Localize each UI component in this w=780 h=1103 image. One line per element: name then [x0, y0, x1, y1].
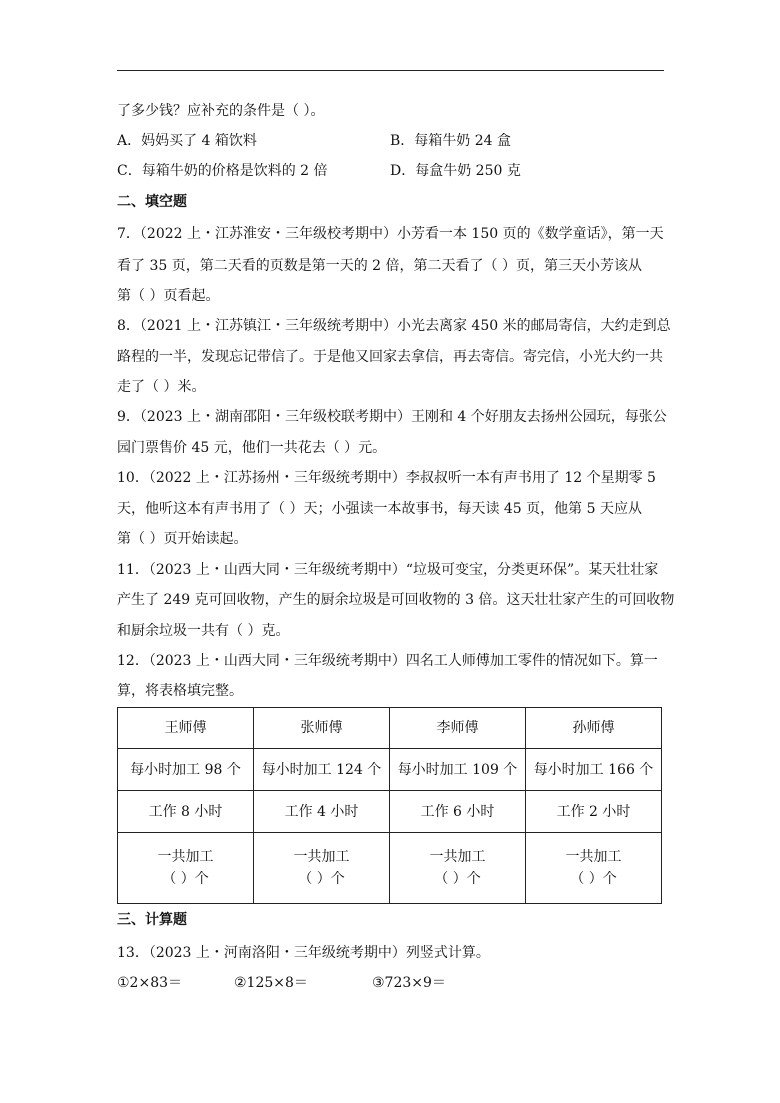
table-row-hours: [118, 791, 662, 833]
table-cell-hours: 工作 6 小时: [390, 791, 526, 833]
table-row-total: [118, 833, 662, 904]
question-10-line-2: 天，他听这本有声书用了（ ）天；小强读一本故事书，每天读 45 页，他第 5 天应从: [117, 501, 642, 517]
calc-item-2: ②125×8＝: [234, 975, 308, 991]
question-12-line-1: 12．（2023 上・山西大同・三年级统考期中）四名工人师傅加工零件的情况如下。算一: [117, 653, 658, 669]
answer-blank[interactable]: （ ）个: [570, 871, 617, 887]
question-11-line-2: 产生了 249 克可回收物，产生的厨余垃圾是可回收物的 3 倍。这天壮壮家产生的可回收物: [117, 592, 675, 608]
answer-blank[interactable]: （ ）个: [434, 871, 481, 887]
total-label: 一共加工: [157, 849, 214, 865]
table-row-per-hour: [118, 749, 662, 791]
question-11-line-1: 11．（2023 上・山西大同・三年级统考期中）“垃圾可变宝，分类更环保”。某天壮壮家: [117, 562, 659, 578]
question-6-tail: 了多少钱？应补充的条件是（ ）。: [117, 103, 325, 119]
section-calc-title: 三、计算题: [117, 912, 187, 928]
option-d: D．每盒牛奶 250 克: [390, 163, 521, 179]
table-cell-rate: 每小时加工 109 个: [390, 749, 526, 791]
header-rule: [117, 70, 664, 71]
section-fill-in-title: 二、填空题: [117, 194, 187, 210]
question-7-line-2: 看了 35 页，第二天看的页数是第一天的 2 倍，第二天看了（ ）页，第三天小芳该从: [117, 258, 642, 274]
question-8-line-3: 走了（ ）米。: [117, 379, 206, 395]
question-8-line-1: 8．（2021 上・江苏镇江・三年级统考期中）小光去离家 450 米的邮局寄信，大约走到总: [117, 318, 671, 334]
question-11-line-3: 和厨余垃圾一共有（ ）克。: [117, 623, 290, 639]
table-cell-rate: 每小时加工 124 个: [254, 749, 390, 791]
question-13: 13．（2023 上・河南洛阳・三年级统考期中）列竖式计算。: [117, 945, 490, 961]
worker-table: [117, 707, 662, 904]
question-10-line-1: 10．（2022 上・江苏扬州・三年级统考期中）李叔叔听一本有声书用了 12 个星期零 5: [117, 470, 656, 486]
table-row-workers: [118, 708, 662, 749]
calc-item-3: ③723×9＝: [372, 975, 446, 991]
table-cell-total: [118, 833, 254, 904]
table-cell-hours: 工作 2 小时: [526, 791, 662, 833]
question-12-line-2: 算，将表格填完整。: [117, 683, 243, 699]
table-cell-worker: 王师傅: [118, 708, 254, 749]
table-cell-total: [254, 833, 390, 904]
table-cell-worker: 孙师傅: [526, 708, 662, 749]
option-a: A．妈妈买了 4 箱饮料: [117, 133, 257, 149]
question-7-line-3: 第（ ）页看起。: [117, 288, 220, 304]
answer-blank[interactable]: （ ）个: [162, 871, 209, 887]
table-cell-total: [390, 833, 526, 904]
table-cell-worker: 张师傅: [254, 708, 390, 749]
calc-item-1: ①2×83＝: [117, 975, 183, 991]
question-8-line-2: 路程的一半，发现忘记带信了。于是他又回家去拿信，再去寄信。寄完信，小光大约一共: [117, 349, 663, 365]
question-9-line-1: 9．（2023 上・湖南邵阳・三年级校联考期中）王刚和 4 个好朋友去扬州公园玩，每张公: [117, 409, 667, 425]
option-b: B．每箱牛奶 24 盒: [390, 133, 512, 149]
table-cell-rate: 每小时加工 166 个: [526, 749, 662, 791]
table-cell-hours: 工作 8 小时: [118, 791, 254, 833]
question-10-line-3: 第（ ）页开始读起。: [117, 531, 248, 547]
total-label: 一共加工: [429, 849, 486, 865]
question-9-line-2: 园门票售价 45 元，他们一共花去（ ）元。: [117, 440, 387, 456]
table-cell-rate: 每小时加工 98 个: [118, 749, 254, 791]
table-cell-worker: 李师傅: [390, 708, 526, 749]
answer-blank[interactable]: （ ）个: [298, 871, 345, 887]
total-label: 一共加工: [565, 849, 622, 865]
table-cell-hours: 工作 4 小时: [254, 791, 390, 833]
question-7-line-1: 7．（2022 上・江苏淮安・三年级校考期中）小芳看一本 150 页的《数学童话》，第一天: [117, 226, 664, 242]
option-c: C．每箱牛奶的价格是饮料的 2 倍: [117, 163, 328, 179]
total-label: 一共加工: [293, 849, 350, 865]
table-cell-total: [526, 833, 662, 904]
